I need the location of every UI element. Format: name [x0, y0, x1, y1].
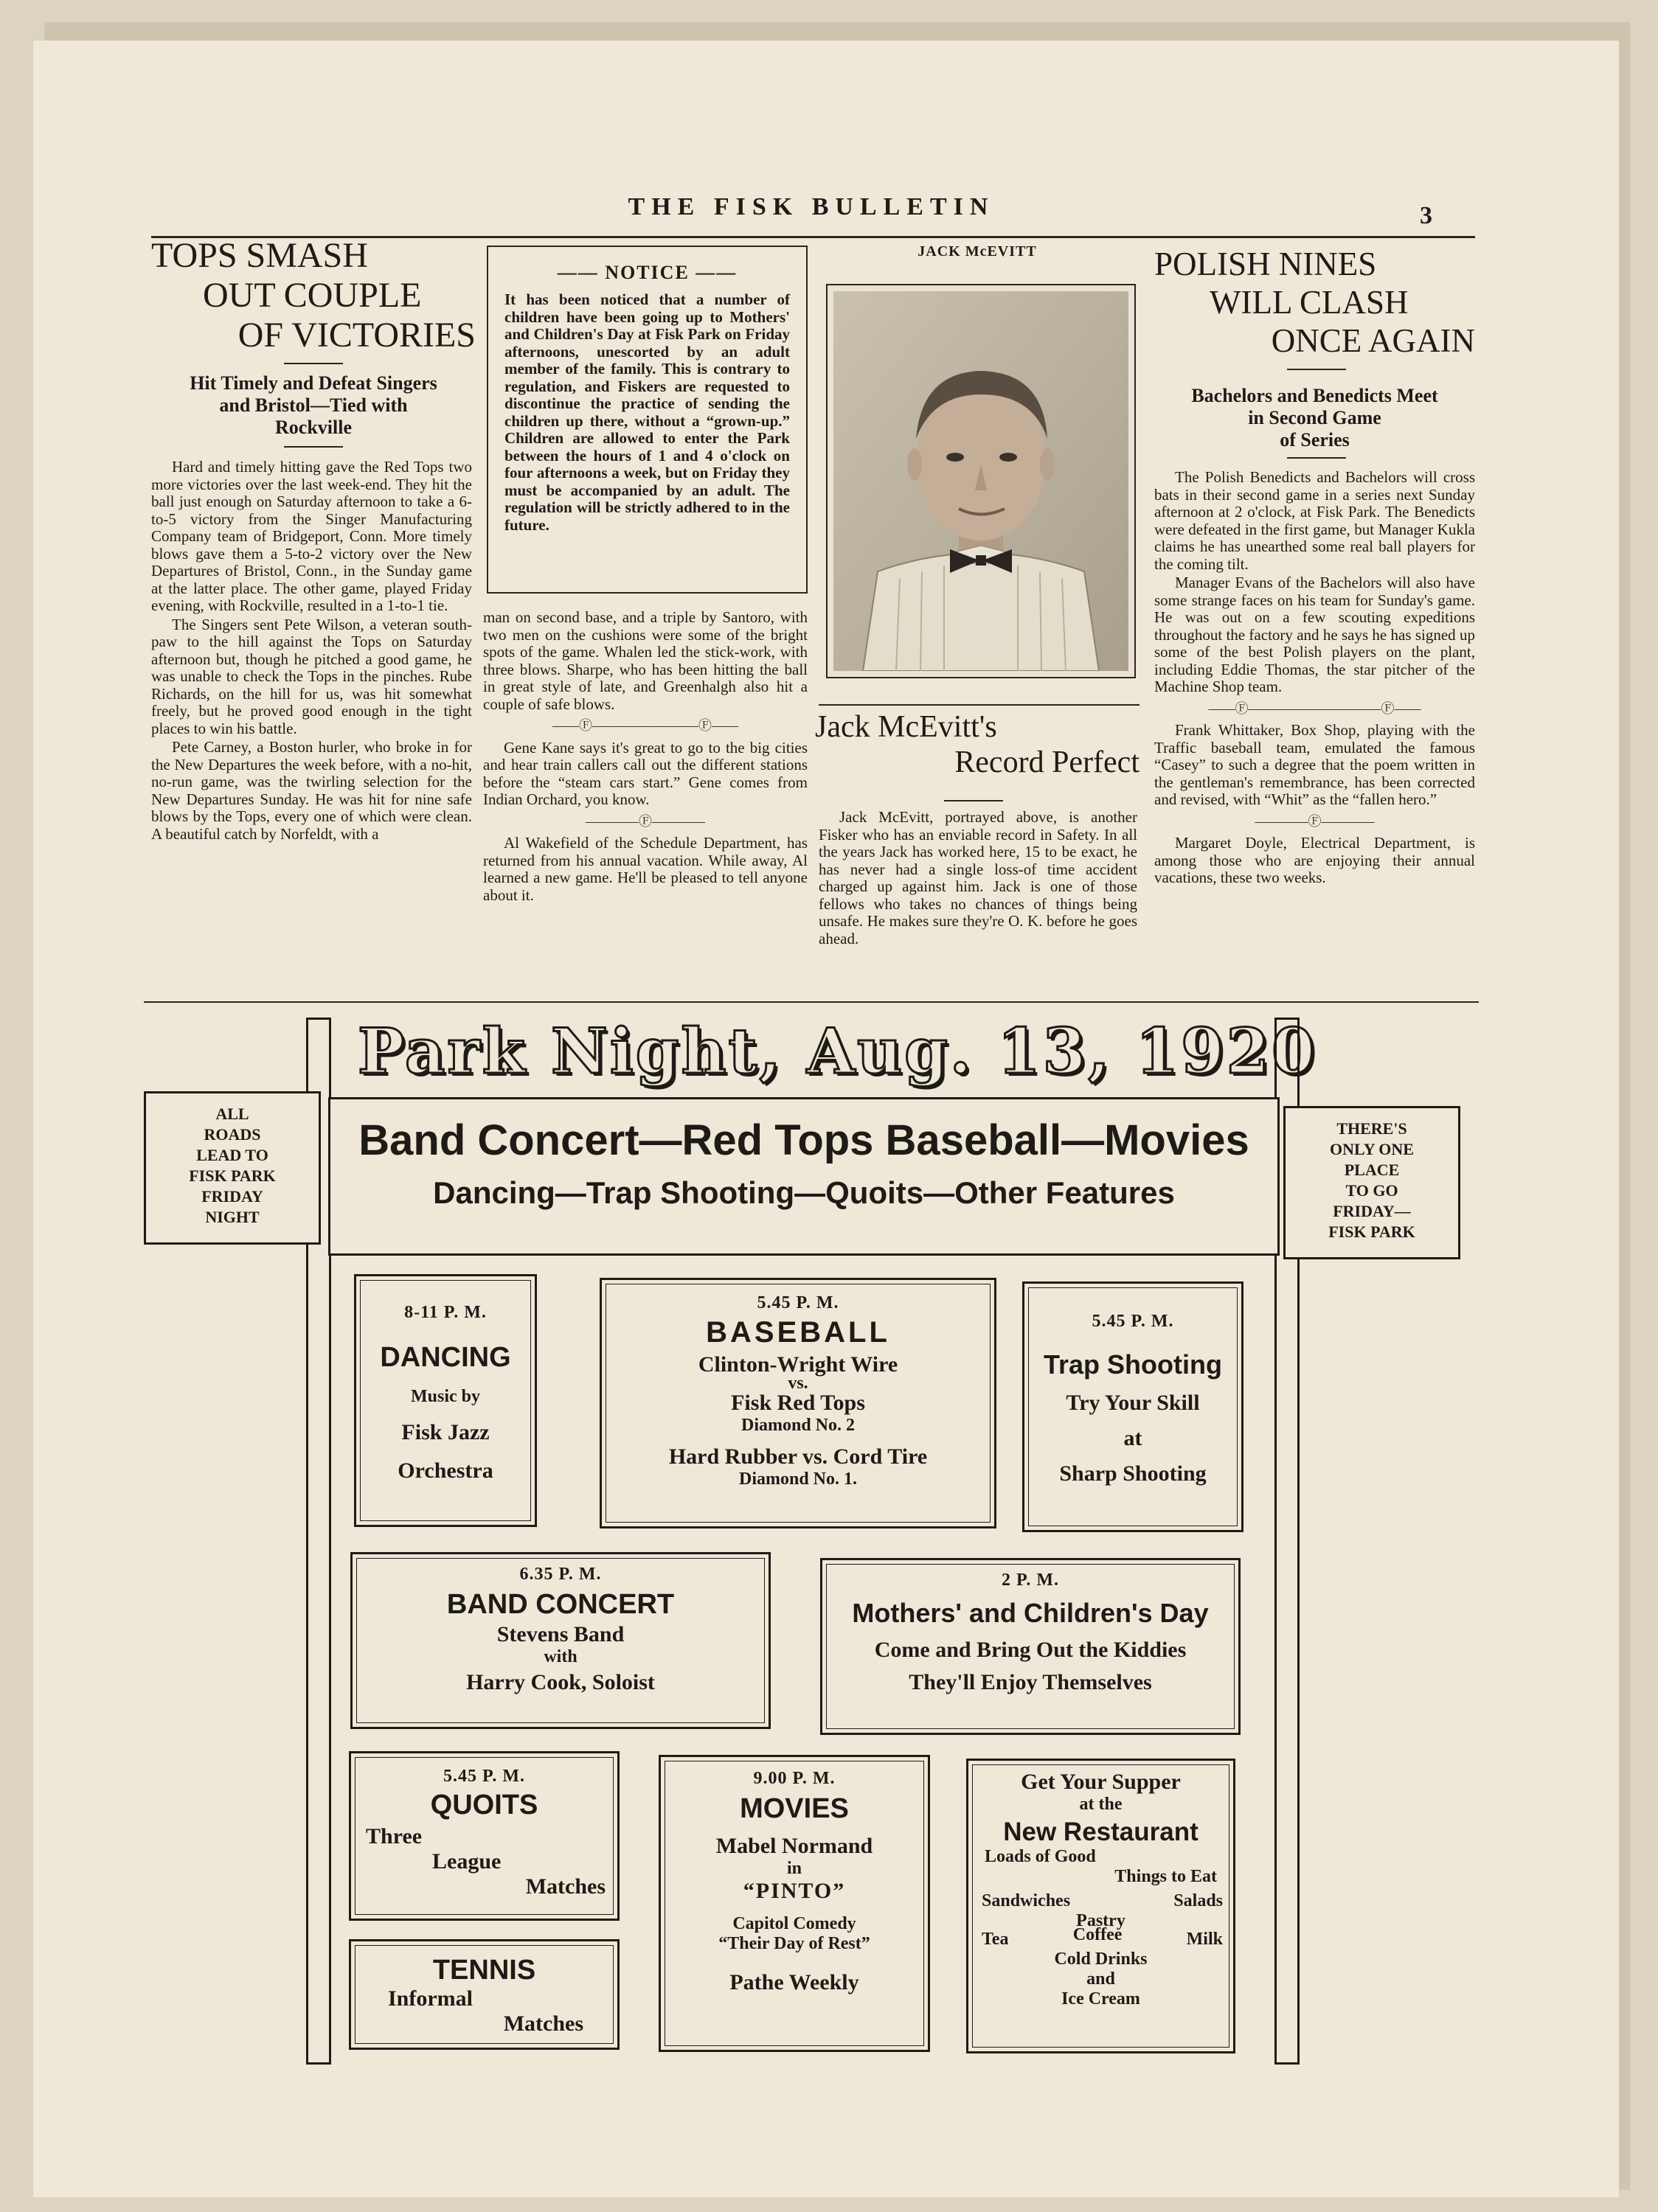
short-rule	[944, 800, 1003, 801]
gene-kane-item: Gene Kane says it's great to go to the big cities and hear train callers call out the different stations before the “steam cars start.” Gene comes from Indian Orchard, you know.	[483, 738, 808, 808]
photo-caption: JACK McEVITT	[918, 243, 1037, 260]
tops-deck: Hit Timely and Defeat Singers and Bristol—Tied with Rockville	[190, 372, 437, 438]
short-rule	[284, 363, 343, 364]
portrait-photo-frame	[826, 284, 1136, 678]
restaurant-box: Get Your Supper at the New Restaurant Loads of Good Things to Eat Sandwiches Salads Pastry Tea Coffee Milk Cold Drinks and Ice Cream	[966, 1759, 1235, 2053]
short-rule	[284, 446, 343, 448]
tops-headline: TOPS SMASH OUT COUPLE OF VICTORIES	[151, 236, 476, 355]
quoits-box: 5.45 P. M. QUOITS Three League Matches	[349, 1751, 620, 1921]
section-rule	[819, 704, 1140, 706]
page-divider	[144, 1001, 1479, 1003]
mcevitt-headline: Jack McEvitt's Record Perfect	[815, 710, 1140, 779]
notice-title: —— NOTICE ——	[557, 262, 738, 283]
whittaker-item: Frank Whittaker, Box Shop, playing with the Traffic baseball team, emulated the famous “Casey” to such a degree that the poem written in the gentleman's remembrance, has been corrected and revised, with “Whit” as the “fallen hero.”	[1154, 721, 1475, 808]
baseball-box: 5.45 P. M. BASEBALL Clinton-Wright Wire vs. Fisk Red Tops Diamond No. 2 Hard Rubber vs. Cord Tire Diamond No. 1.	[600, 1278, 996, 1528]
mothers-day-box: 2 P. M. Mothers' and Children's Day Come and Bring Out the Kiddies They'll Enjoy Themselves	[820, 1558, 1241, 1735]
tops-article-continuation: man on second base, and a triple by Santoro, with two men on the cushions were some of the bright spots of the game. Whalen led the stick-work, with three blows. Sharpe, who has been hitting the ball in great style of late, and Greenhalgh also hit a couple of safe blows. ——Ⓕ————————Ⓕ—— Gene Kane says it's great to go to the big cities and hear train callers call out the different stations before the “steam cars start.” Gene comes from Indian Orchard, you know. ————Ⓕ———— Al Wakefield of the Schedule Department, has returned from his annual vacation. While away, Al learned a new game. He'll be pleased to tell anyone about it.	[483, 608, 808, 904]
short-rule	[1287, 457, 1346, 459]
notice-box	[487, 246, 808, 594]
separator-mark: ——Ⓕ——————————Ⓕ——	[1208, 700, 1421, 716]
movies-box: 9.00 P. M. MOVIES Mabel Normand in “PINTO” Capitol Comedy “Their Day of Rest” Pathe Weekly	[659, 1755, 930, 2052]
park-night-title: Park Night, Aug. 13, 1920	[358, 1015, 1317, 1088]
separator-mark: ————Ⓕ————	[1255, 813, 1375, 829]
separator-mark: ————Ⓕ————	[586, 813, 705, 829]
tops-article-body: Hard and timely hitting gave the Red Tops two more victories over the last week-end. They hit the ball just enough on Saturday afternoon to take a 6-to-5 victory from the Singer Manufacturing Company team of Bridgeport, Conn. More timely blows gave them a 5-to-2 victory over the New Departures of Bristol, Conn., in the Sunday game at the latter place. The other game, played Friday evening, with Rockville, resulted in a 1-to-1 tie. The Singers sent Pete Wilson, a veteran south-paw to the hill against the Tops on Saturday afternoon but, though he pitched a good game, he was unable to check the Tops in the pinches. Rube Richards, on the hill for us, was hit somewhat freely, but he proved good enough in the tight places to win his battle. Pete Carney, a Boston hurler, who broke in for the New Departures the week before, with a no-hit, no-run game, was the twirling selection for the New Departures Sunday. He was hit for nine safe blows by the Tops, every one of which were clean. A beautiful catch by Norfeldt, with a	[151, 458, 472, 843]
banner-main-line: Band Concert—Red Tops Baseball—Movies	[358, 1116, 1249, 1164]
doyle-item: Margaret Doyle, Electrical Department, is among those who are enjoying their annual vacations, these two weeks.	[1154, 834, 1475, 886]
banner-sub-line: Dancing—Trap Shooting—Quoits—Other Features	[433, 1175, 1175, 1210]
events-banner	[328, 1097, 1280, 1256]
mcevitt-article-body: Jack McEvitt, portrayed above, is another Fisker who has an enviable record in Safety. In all the years Jack has worked here, 15 to be exact, he has never had a single loss-of time accident charged up against him. Jack is one of those fellows who takes no chances of things being unsafe. He makes sure they're O. K. before he goes ahead.	[819, 808, 1137, 947]
dancing-box: 8-11 P. M. DANCING Music by Fisk Jazz Orchestra	[354, 1274, 537, 1527]
trap-shooting-box: 5.45 P. M. Trap Shooting Try Your Skill at Sharp Shooting	[1022, 1281, 1244, 1532]
ad-container	[358, 1015, 1317, 1088]
separator-mark: ——Ⓕ————————Ⓕ——	[552, 718, 738, 733]
polish-deck: Bachelors and Benedicts Meet in Second Game of Series	[1191, 385, 1438, 451]
polish-article-body: The Polish Benedicts and Bachelors will cross bats in their second game in a series next Sunday afternoon at 2 o'clock, at Fisk Park. The Benedicts were defeated in the first game, but Manager Kukla claims he has unearthed some real ball players for the coming tilt. Manager Evans of the Bachelors will also have some strange faces on his team for Sunday's game. He was out on a few scouting expeditions throughout the factory and he says he has signed up some of the best Polish players on the plant, including Eddie Thomas, the star pitcher of the Machine Shop team. ——Ⓕ——————————Ⓕ—— Frank Whittaker, Box Shop, playing with the Traffic baseball team, emulated the famous “Casey” to such a degree that the poem written in the gentleman's remembrance, has been corrected and revised, with “Whit” as the “fallen hero.” ————Ⓕ———— Margaret Doyle, Electrical Department, is among those who are enjoying their annual vacations, these two weeks.	[1154, 468, 1475, 886]
polish-headline: POLISH NINES WILL CLASH ONCE AGAIN	[1154, 246, 1475, 359]
band-concert-box: 6.35 P. M. BAND CONCERT Stevens Band with Harry Cook, Soloist	[350, 1552, 771, 1729]
al-wakefield-item: Al Wakefield of the Schedule Department, has returned from his annual vacation. While away, Al learned a new game. He'll be pleased to tell anyone about it.	[483, 834, 808, 904]
portrait-photo	[833, 291, 1128, 671]
left-sign: ALL ROADS LEAD TO FISK PARK FRIDAY NIGHT	[144, 1091, 321, 1245]
tennis-box: TENNIS Informal Matches	[349, 1939, 620, 2050]
right-sign: THERE'S ONLY ONE PLACE TO GO FRIDAY— FISK PARK	[1283, 1106, 1460, 1259]
masthead: THE FISK BULLETIN	[628, 193, 995, 220]
page-number: 3	[1420, 202, 1432, 229]
short-rule	[1287, 369, 1346, 370]
notice-text: It has been noticed that a number of children have been going up to Mothers' and Children's Day at Fisk Park on Friday afternoons, unescorted by an adult member of the family. This is contrary to regulation, and Fiskers are requested to discontinue the practice of sending the children up there, without a “grown-up.” Children are allowed to enter the Park between the hours of 1 and 4 o'clock on four afternoons a week, but on Friday they must be accompanied by an adult. The regulation will be strictly adhered to in the future.	[504, 291, 790, 534]
